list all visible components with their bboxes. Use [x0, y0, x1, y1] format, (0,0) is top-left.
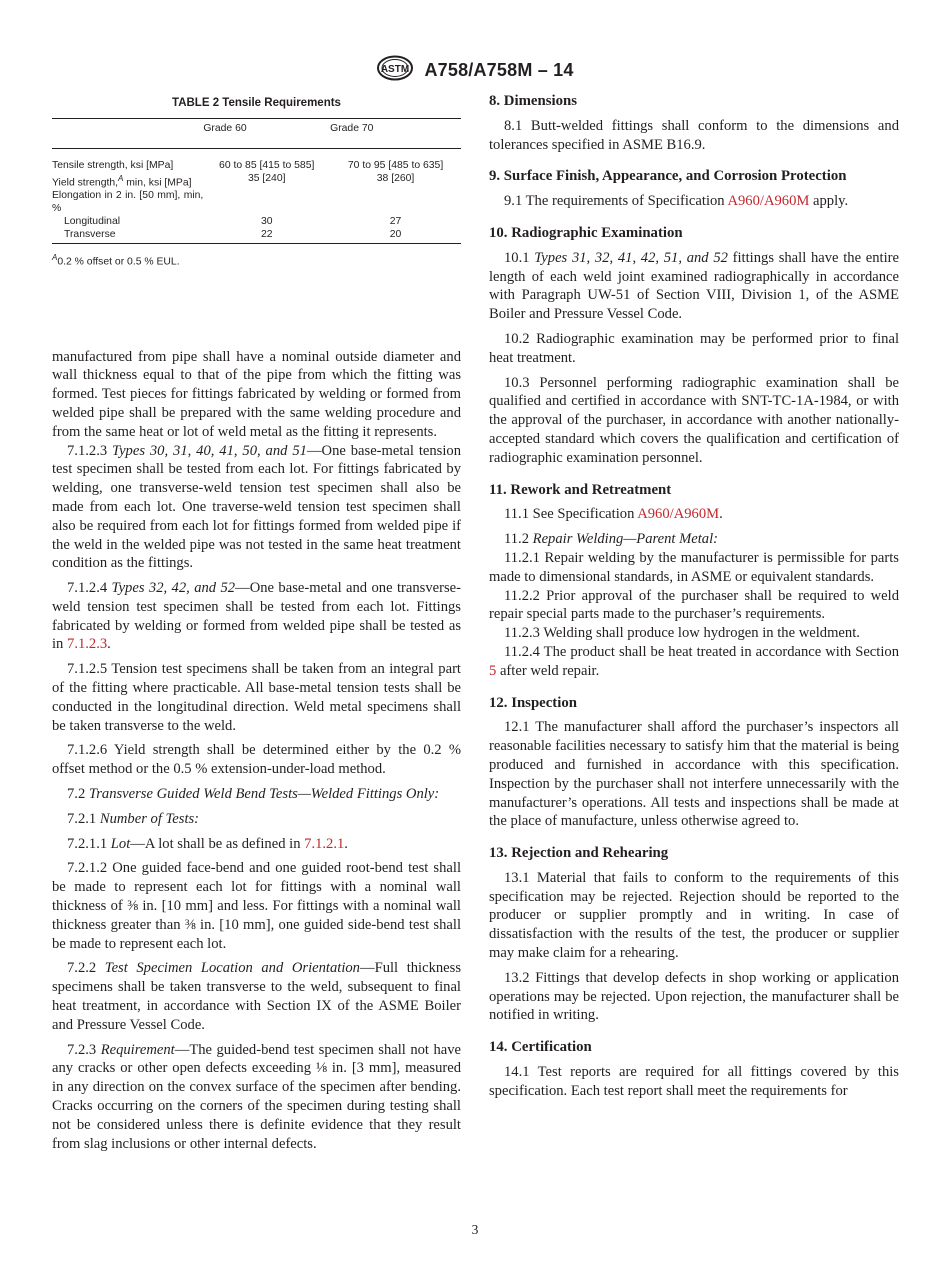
row-label: Yield strength,$^A$ min, ksi [MPa]	[52, 173, 192, 189]
grade-70-value: 20	[330, 228, 461, 244]
table-row	[52, 189, 461, 215]
paragraph: 11.2.2 Prior approval of the purchaser shall be required to weld repair special parts made to the purchaser’s requirements.	[489, 587, 899, 623]
paragraph: 11.1 See Specification A960/A960M.	[504, 506, 723, 523]
left-column	[52, 92, 461, 1153]
table-row	[52, 148, 461, 172]
paragraph: manufactured from pipe shall have a nominal outside diameter and wall thickness equal to that of the pipe from which the fitting was formed. Test pieces for fittings fabricated by welding or formed from welded pipe shall be prepared with the same welding procedure and from the same heat or lot of weld metal as the fitting it represents.	[52, 348, 461, 440]
astm-logo-icon	[376, 55, 414, 86]
table-footnote: $^A$0.2 % offset or 0.5 % EUL.	[52, 253, 180, 268]
paragraph: 9.1 The requirements of Specification A960/A960M apply.	[504, 193, 849, 210]
grade-60-value: 35 [240]	[247, 172, 286, 184]
paragraph-7-1-2-4: 7.1.2.4 Types 32, 42, and 52—One base-metal and one transverse-weld tension test specimen shall be tested from each lot. Fittings fabricated by welding or formed from welded pipe shall be tested as in 7.1.2.3.	[52, 580, 461, 653]
paragraph-7-2: 7.2 Transverse Guided Weld Bend Tests—Welded Fittings Only:	[67, 786, 440, 803]
section-heading: 14. Certification	[489, 1039, 592, 1056]
spec-link[interactable]: A960/A960M	[637, 506, 720, 523]
paragraph: 13.1 Material that fails to conform to the requirements of this specification may be rejected. Rejection should be reported to the producer or supplier promptly and in writing. In case of dissatisfaction with the results of the test, the producer or supplier may make claim for a rehearing.	[489, 869, 899, 962]
row-label: Longitudinal	[64, 216, 121, 228]
paragraph-7-2-1-1: 7.2.1.1 Lot—A lot shall be as defined in 7.1.2.1.	[67, 835, 348, 852]
section-heading: 8. Dimensions	[489, 93, 577, 109]
paragraph-7-1-2-3: 7.1.2.3 Types 30, 31, 40, 41, 50, and 51—One base-metal tension test specimen shall be tested from each lot. For fittings fabricated by welding, one transverse-weld tension test specimen shall also be made from each lot. One traverse-weld tension test specimen shall also be required from each lot for fittings formed from welded pipe if the weld in the welded pipe was not tested in the same heat treatment condition as the fittings.	[52, 442, 461, 572]
paragraph: 11.2.4 The product shall be heat treated in accordance with Section 5 after weld repair.	[489, 643, 899, 679]
table-header-cell: Grade 70	[330, 118, 461, 148]
paragraph-7-2-3: 7.2.3 Requirement—The guided-bend test specimen shall not have any cracks or other open defects exceeding ⅛ in. [3 mm], measured in any direction on the convex surface of the specimen after bending. Cracks occurring on the corners of the specimen during testing shall not be considered unless there is definite evidence that they result from slag inclusions or other internal defects.	[52, 1041, 461, 1152]
svg-text:ASTM: ASTM	[381, 64, 410, 75]
paragraph-7-1-2-6: 7.1.2.6 Yield strength shall be determined either by the 0.2 % offset method or the 0.5 % extension-under-load method.	[52, 742, 461, 778]
table-row	[52, 228, 461, 244]
row-label: Elongation in 2 in. [50 mm], min, %	[52, 190, 204, 215]
paragraph: 11.2.1 Repair welding by the manufacturer is permissible for parts made to dimensional standards, in ASME or equivalent standards.	[489, 549, 899, 585]
section-heading: 13. Rejection and Rehearing	[489, 845, 669, 862]
grade-60-value	[203, 189, 330, 215]
paragraph-7-2-2: 7.2.2 Test Specimen Location and Orientation—Full thickness specimens shall be taken transverse to the weld, subsequent to final heat treatment, in accordance with Section IX of the ASME Boiler and Pressure Vessel Code.	[52, 960, 462, 1033]
paragraph: 11.2.3 Welding shall produce low hydrogen in the weldment.	[504, 625, 860, 642]
section-link[interactable]: 5	[489, 662, 497, 679]
grade-70-value: 27	[389, 216, 402, 228]
grade-60-value: 60 to 85 [415 to 585]	[219, 159, 315, 171]
paragraph: 10.1 Types 31, 32, 41, 42, 51, and 52 fittings shall have the entire length of each weld joint examined radiographically in accordance with Paragraph UW-51 of Section VIII, Division 1, of the ASME Boiler and Pressure Vessel Code.	[489, 249, 900, 323]
paragraph-7-1-2-5: 7.1.2.5 Tension test specimens shall be taken from an integral part of the fitting where practicable. All base-metal tension tests shall be conducted in the longitudinal direction. Weld metal specimens shall be taken transverse to the weld.	[52, 661, 461, 734]
section-link[interactable]: 7.1.2.3	[67, 636, 108, 653]
table-row	[52, 172, 461, 189]
table-header-row	[52, 118, 461, 148]
paragraph: 12.1 The manufacturer shall afford the purchaser’s inspectors all reasonable facilities necessary to satisfy him that the material is being produced and furnished in accordance with this specification. Inspection by the purchaser shall not interfere unnecessarily with the manufacturer’s operations. All tests and inspections shall be made at the place of manufacture, unless otherwise agreed to.	[489, 719, 899, 830]
page-number: 3	[471, 1222, 479, 1237]
paragraph-7-2-1: 7.2.1 Number of Tests:	[67, 810, 200, 827]
table-header-cell: Grade 60	[203, 118, 330, 148]
row-label: Tensile strength, ksi [MPa]	[52, 159, 174, 171]
grade-70-value: 38 [260]	[376, 172, 415, 184]
right-column	[489, 92, 899, 1101]
grade-70-value	[330, 189, 461, 215]
paragraph: 10.3 Personnel performing radiographic examination shall be qualified and certified in accordance with SNT-TC-1A-1984, or with the approval of the purchaser, in accordance with another nationally-accepted standard which covers the qualification and certification of radiographic examination personnel.	[489, 374, 899, 466]
paragraph: 10.2 Radiographic examination may be performed prior to final heat treatment.	[489, 330, 899, 366]
paragraph: 11.2 Repair Welding—Parent Metal:	[504, 531, 719, 548]
section-heading: 10. Radiographic Examination	[489, 224, 683, 241]
table-header-cell	[52, 118, 203, 148]
paragraph: 8.1 Butt-welded fittings shall conform to the dimensions and tolerances specified in ASME B16.9.	[489, 117, 899, 153]
paragraph: 13.2 Fittings that develop defects in shop working or application operations may be rejected. Upon rejection, the manufacturer shall be notified in writing.	[489, 969, 899, 1024]
page-header	[0, 55, 950, 86]
grade-60-value: 22	[203, 228, 330, 244]
grade-60-value: 30	[260, 216, 273, 228]
document-title: A758/A758M – 14	[424, 60, 574, 80]
section-heading: 9. Surface Finish, Appearance, and Corrosion Protection	[489, 168, 847, 185]
table-row	[52, 215, 461, 228]
spec-link[interactable]: A960/A960M	[727, 193, 810, 210]
table-caption: TABLE 2 Tensile Requirements	[172, 97, 341, 109]
grade-70-value: 70 to 95 [485 to 635]	[347, 159, 444, 171]
paragraph: 14.1 Test reports are required for all fittings covered by this specification. Each test report shall meet the requirements for	[489, 1064, 899, 1099]
row-label: Transverse	[52, 228, 203, 244]
paragraph-7-2-1-2: 7.2.1.2 One guided face-bend and one guided root-bend test shall be made to represent each lot for fittings with a nominal wall thickness of ⅜ in. [10 mm] and less. For fittings with a nominal wall thickness greater than ⅜ in. [10 mm], one guided side-bend test shall be made to represent each lot.	[52, 860, 461, 952]
section-heading: 11. Rework and Retreatment	[489, 481, 672, 498]
tensile-requirements-table	[52, 118, 461, 244]
section-heading: 12. Inspection	[489, 694, 577, 711]
section-link[interactable]: 7.1.2.1	[304, 835, 345, 852]
